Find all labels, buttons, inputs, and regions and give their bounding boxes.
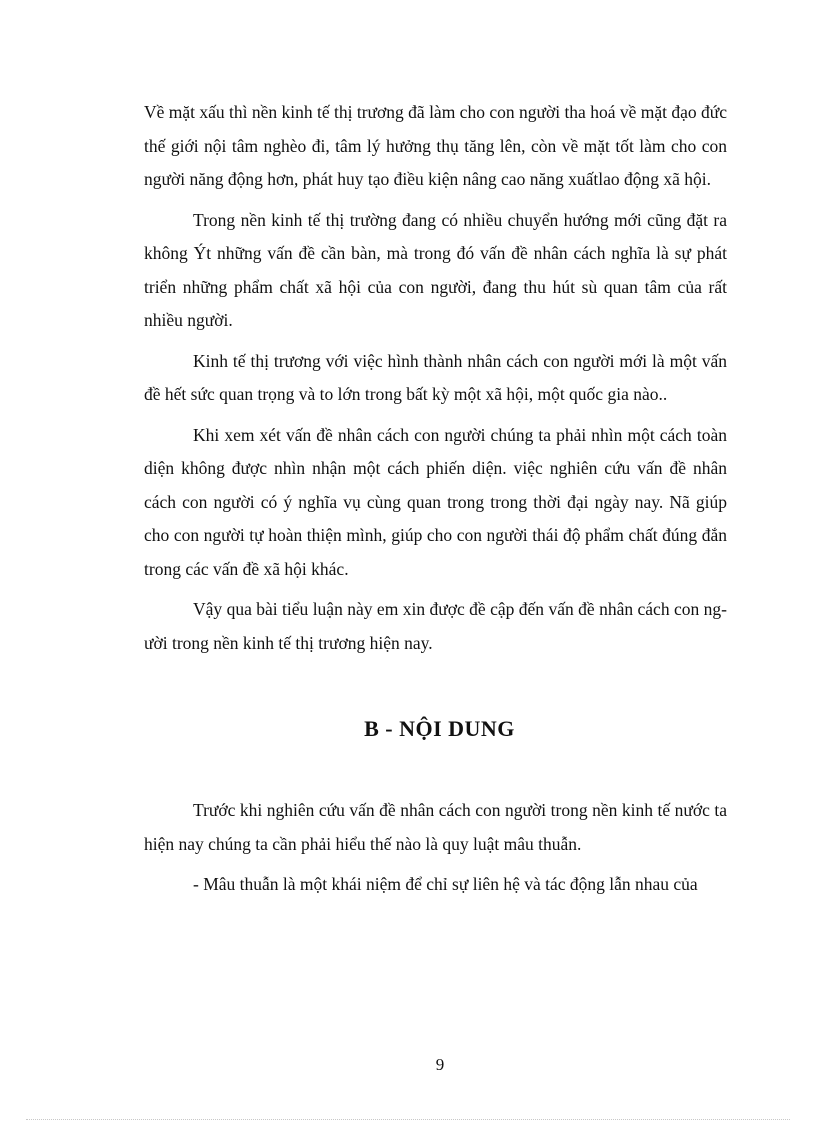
paragraph-essay-purpose: Vậy qua bài tiểu luận này em xin được đề cập đến vấn đề nhân cách con người trong nền kinh tế thị trương hiện nay. xyxy=(144,599,727,653)
section-title: B - NỘI DUNG xyxy=(364,716,515,741)
paragraph-personality-formation: Kinh tế thị trương với việc hình thành nhân cách con người mới là một vấn đề hết sức quan trọng và to lớn trong bất kỳ một xã hội, một quốc gia nào.. xyxy=(144,350,727,404)
page-number: 9 xyxy=(435,1055,445,1074)
paragraph-market-economy-shifts: Trong nền kinh tế thị trường đang có nhiều chuyển hướng mới cũng đặt ra không Ýt những vấn đề cần bàn, mà trong đó vấn đề nhân cách nghĩa là sự phát triển những phẩm chất xã hội của con người, đang thu hút sù quan tâm của rất nhiều người. xyxy=(144,209,727,330)
paragraph-comprehensive-view: Khi xem xét vấn đề nhân cách con người chúng ta phải nhìn một cách toàn diện không được nhìn nhận một cách phiến diện. việc nghiên cứu vấn đề nhân cách con người có ý nghĩa vụ cùng quan trong trong thời đại ngày nay. Nã giúp cho con người tự hoàn thiện mình, giúp cho con người thái độ phẩm chất đúng đắn trong các vấn đề xã hội khác. xyxy=(144,424,727,579)
paragraph-intro-bad-good: Về mặt xấu thì nền kinh tế thị trương đã làm cho con người tha hoá về mặt đạo đức thế giới nội tâm nghèo đi, tâm lý hưởng thụ tăng lên, còn về mặt tốt làm cho con người năng động hơn, phát huy tạo điều kiện nâng cao năng xuấtlao động xã hội. xyxy=(144,102,727,189)
bottom-divider xyxy=(26,1119,790,1120)
paragraph-contradiction-law: Trước khi nghiên cứu vấn đề nhân cách con người trong nền kinh tế nước ta hiện nay chúng ta cần phải hiểu thế nào là quy luật mâu thuẫn. xyxy=(144,800,727,854)
body-text xyxy=(144,96,727,909)
paragraph-contradiction-definition: - Mâu thuẫn là một khái niệm để chỉ sự liên hệ và tác động lẫn nhau của xyxy=(193,874,698,894)
